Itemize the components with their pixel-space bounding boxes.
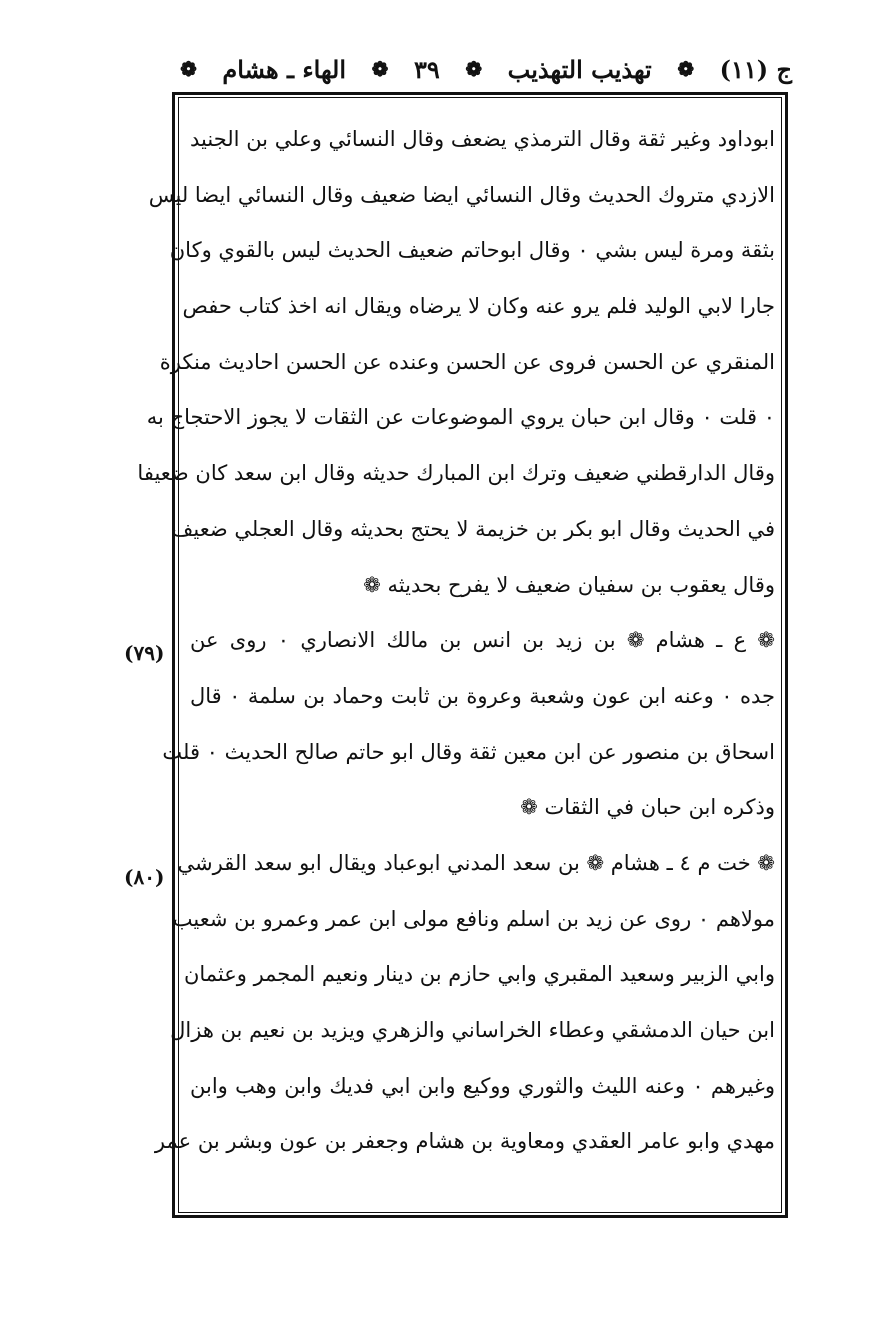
section-title: الهاء ـ هشام <box>222 54 347 84</box>
running-header <box>180 48 792 90</box>
text-line: ٠ قلت ٠ وقال ابن حبان يروي الموضوعات عن الثقات لا يجوز الاحتجاج به <box>146 405 775 430</box>
entry-number: (٧٩) <box>124 641 165 665</box>
ornament-icon: ❁ <box>180 57 197 81</box>
ornament-icon: ❁ <box>371 57 389 81</box>
text-line: وقال يعقوب بن سفيان ضعيف لا يفرح بحديثه ❁ <box>363 572 775 597</box>
text-line: بثقة ومرة ليس بشي ٠ وقال ابوحاتم ضعيف الحديث ليس بالقوي وكان <box>169 238 775 263</box>
text-line: وغيرهم ٠ وعنه الليث والثوري ووكيع وابن ابي فديك وابن وهب وابن <box>190 1073 775 1098</box>
text-line: ابن حيان الدمشقي وعطاء الخراساني والزهري ويزيد بن نعيم بن هزال <box>170 1018 775 1042</box>
volume-label: ج (١١) <box>719 54 792 84</box>
text-line: جارا لابي الوليد فلم يرو عنه وكان لا يرضاه ويقال انه اخذ كتاب حفص <box>182 294 775 319</box>
text-line: ابوداود وغير ثقة وقال الترمذي يضعف وقال النسائي وعلي بن الجنيد <box>190 127 775 151</box>
text-line: في الحديث وقال ابو بكر بن خزيمة لا يحتج بحديثه وقال العجلي ضعيف <box>171 516 775 541</box>
entry-number: (٨٠) <box>124 865 165 889</box>
text-line: مولاهم ٠ روى عن زيد بن اسلم ونافع مولى ابن عمر وعمرو بن شعيب <box>172 906 775 931</box>
page-number: ٣٩ <box>413 54 440 84</box>
text-line: وابي الزبير وسعيد المقبري وابي حازم بن دينار ونعيم المجمر وعثمان <box>183 962 775 987</box>
text-line: المنقري عن الحسن فروى عن الحسن وعنده عن الحسن احاديث منكرة <box>159 349 775 374</box>
entry-heading-line: ❁ خت م ٤ ـ هشام ❁ بن سعد المدني ابوعباد ويقال ابو سعد القرشي <box>177 850 775 875</box>
text-line: اسحاق بن منصور عن ابن معين ثقة وقال ابو حاتم صالح الحديث ٠ قلت <box>162 739 775 764</box>
text-line: وذكره ابن حبان في الثقات ❁ <box>520 795 775 820</box>
text-line: مهدي وابو عامر العقدي ومعاوية بن هشام وجعفر بن عون وبشر بن عمر <box>154 1129 775 1154</box>
text-line: الازدي متروك الحديث وقال النسائي ايضا ضعيف وقال النسائي ايضا ليس <box>148 182 775 207</box>
text-line: وقال الدارقطني ضعيف وترك ابن المبارك حديثه وقال ابن سعد كان ضعيفا <box>137 461 775 486</box>
book-title: تهذيب التهذيب <box>507 54 652 84</box>
ornament-icon: ❁ <box>465 57 483 81</box>
entry-heading-line: ❁ ع ـ هشام ❁ بن زيد بن انس بن مالك الانصاري ٠ روى عن <box>190 628 775 653</box>
text-line: جده ٠ وعنه ابن عون وشعبة وعروة بن ثابت وحماد بن سلمة ٠ قال <box>190 683 775 708</box>
ornament-icon: ❁ <box>677 57 695 81</box>
